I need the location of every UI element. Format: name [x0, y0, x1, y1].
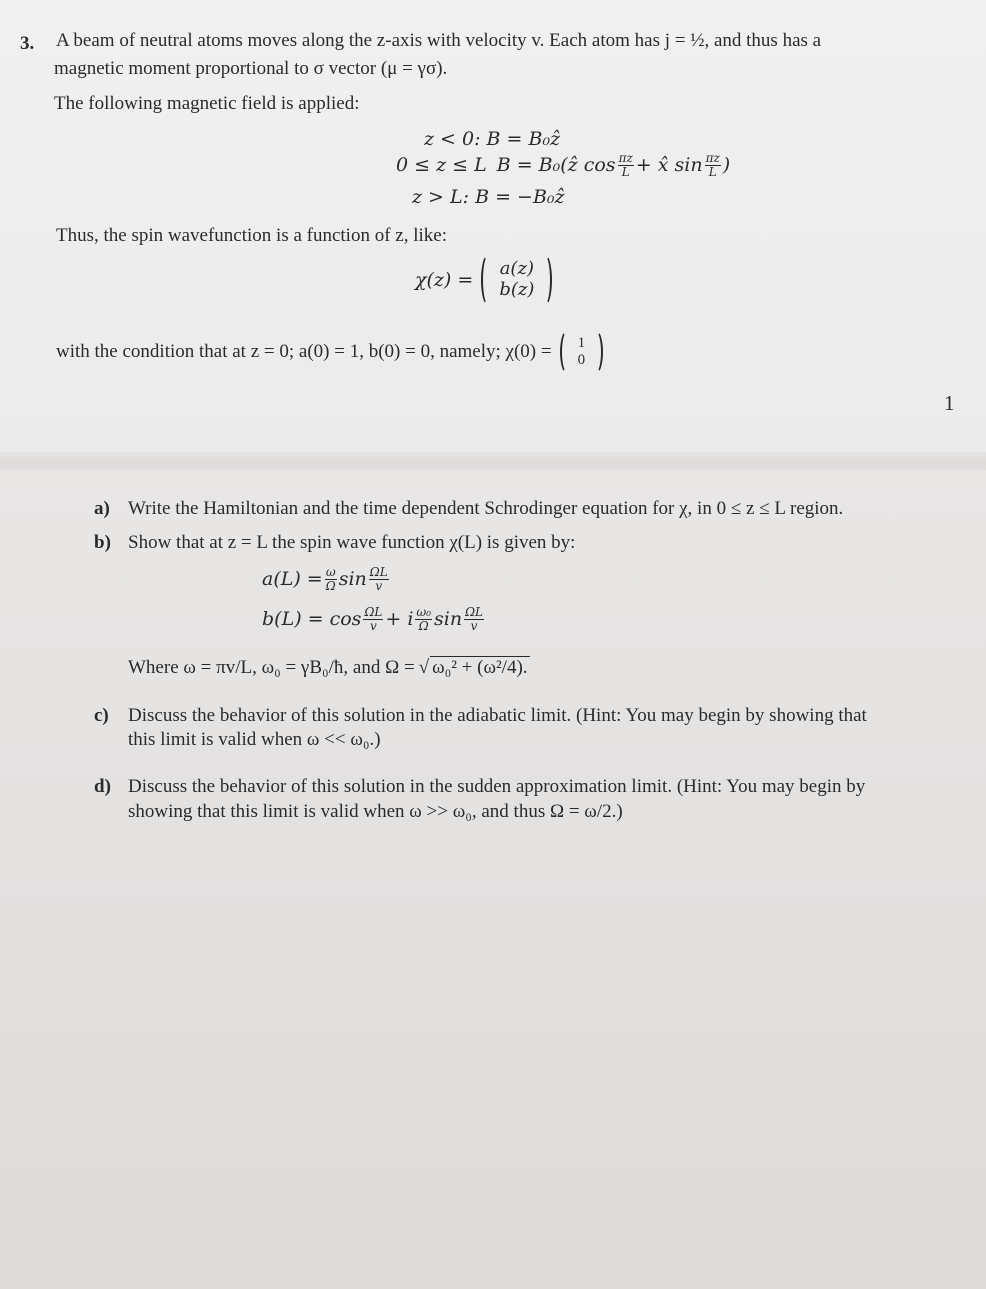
part-a-text: Write the Hamiltonian and the time dependent Schrodinger equation for χ, in 0 ≤ z ≤ L region.	[128, 498, 844, 519]
page-number: 1	[944, 391, 955, 415]
problem-number: 3.	[20, 33, 35, 54]
bL-plus-i: + i	[385, 608, 414, 631]
frac-denominator: v	[470, 618, 478, 633]
chi-0-vector	[560, 330, 604, 374]
part-d-text-line-1: Discuss the behavior of this solution in the sudden approximation limit. (Hint: You may begin by	[128, 776, 866, 797]
b-of-L-equation	[262, 606, 486, 632]
part-b-where	[128, 656, 530, 679]
chi-0-top: 1	[577, 334, 586, 351]
frac-denominator: L	[708, 164, 717, 179]
frac-numerator: πz	[705, 151, 720, 165]
field-intro: The following magnetic field is applied:	[54, 93, 360, 114]
part-d-label: d)	[94, 776, 111, 797]
frac-numerator: ω₀	[416, 605, 432, 619]
part-c-label: c)	[94, 705, 109, 726]
chi-z-bottom: b(z)	[499, 279, 535, 300]
chi-0-components	[574, 335, 590, 370]
lower-paper-section	[0, 470, 986, 1289]
field-equation-z-greater-L: z > L: B = −B₀ẑ	[412, 186, 565, 208]
frac-denominator: L	[621, 164, 630, 179]
condition-text: with the condition that at z = 0; a(0) = 1, b(0) = 0, namely; χ(0) =	[56, 341, 552, 362]
frac-numerator: ΩL	[369, 565, 388, 579]
chi-z-vector	[481, 254, 552, 306]
aL-frac-2	[369, 566, 389, 592]
frac-numerator: ΩL	[364, 605, 383, 619]
field-eq2-mid: + x̂ sin	[635, 154, 703, 177]
frac-numerator: πz	[618, 151, 633, 165]
sqrt-argument: ω₀² + (ω²/4).	[432, 657, 528, 678]
aL-lhs: a(L) =	[262, 568, 323, 591]
bL-frac-1	[363, 606, 383, 632]
chi-z-top: a(z)	[499, 258, 534, 280]
right-paren	[589, 330, 603, 374]
part-b-text: Show that at z = L the spin wave function χ(L) is given by:	[128, 532, 576, 553]
field-eq2-frac-2	[705, 152, 721, 178]
aL-frac-1	[325, 566, 337, 592]
field-eq2-close: )	[722, 154, 731, 177]
frac-denominator: v	[375, 578, 383, 593]
field-eq2-condition: 0 ≤ z ≤ L	[396, 154, 487, 177]
problem-intro-line-1: A beam of neutral atoms moves along the z-axis with velocity v. Each atom has j = ½, and thus has a	[56, 30, 822, 51]
aL-sin: sin	[338, 568, 367, 591]
bL-lhs: b(L) = cos	[262, 608, 362, 631]
a-of-L-equation	[262, 566, 391, 592]
bL-sin: sin	[434, 608, 463, 631]
frac-denominator: Ω	[325, 578, 336, 593]
part-d-text-line-2: showing that this limit is valid when ω >> ω₀, and thus Ω = ω/2.)	[128, 801, 623, 822]
frac-numerator: ω	[325, 565, 336, 579]
field-equation-inside	[396, 152, 730, 178]
chi-z-definition	[415, 254, 552, 306]
sqrt-symbol: √	[418, 656, 430, 678]
part-c-text-line-2: this limit is valid when ω << ω₀.)	[128, 729, 381, 750]
left-paren	[481, 254, 495, 306]
part-c-text-line-1: Discuss the behavior of this solution in the adiabatic limit. (Hint: You may begin by showing that	[128, 705, 867, 726]
field-eq2-frac-1	[618, 152, 634, 178]
problem-intro-line-2: magnetic moment proportional to σ vector (μ = γσ).	[54, 58, 448, 79]
wavefunction-intro: Thus, the spin wavefunction is a function of z, like:	[56, 225, 447, 246]
part-a-label: a)	[94, 498, 110, 519]
part-b-label: b)	[94, 532, 111, 553]
field-equation-z-less-0: z < 0: B = B₀ẑ	[424, 128, 561, 150]
left-paren	[560, 330, 574, 374]
field-eq2-lhs: B = B₀(ẑ cos	[496, 154, 616, 177]
right-paren	[538, 254, 552, 306]
where-text: Where ω = πv/L, ω₀ = γB₀/ħ, and Ω =	[128, 656, 415, 678]
frac-numerator: ΩL	[465, 605, 484, 619]
initial-condition	[56, 330, 603, 374]
chi-z-components	[495, 259, 538, 300]
bL-frac-2	[415, 606, 432, 632]
frac-denominator: Ω	[418, 618, 429, 633]
chi-z-lhs: χ(z) =	[415, 269, 474, 291]
bL-frac-3	[464, 606, 484, 632]
chi-0-bottom: 0	[577, 352, 586, 368]
frac-denominator: v	[370, 618, 377, 633]
